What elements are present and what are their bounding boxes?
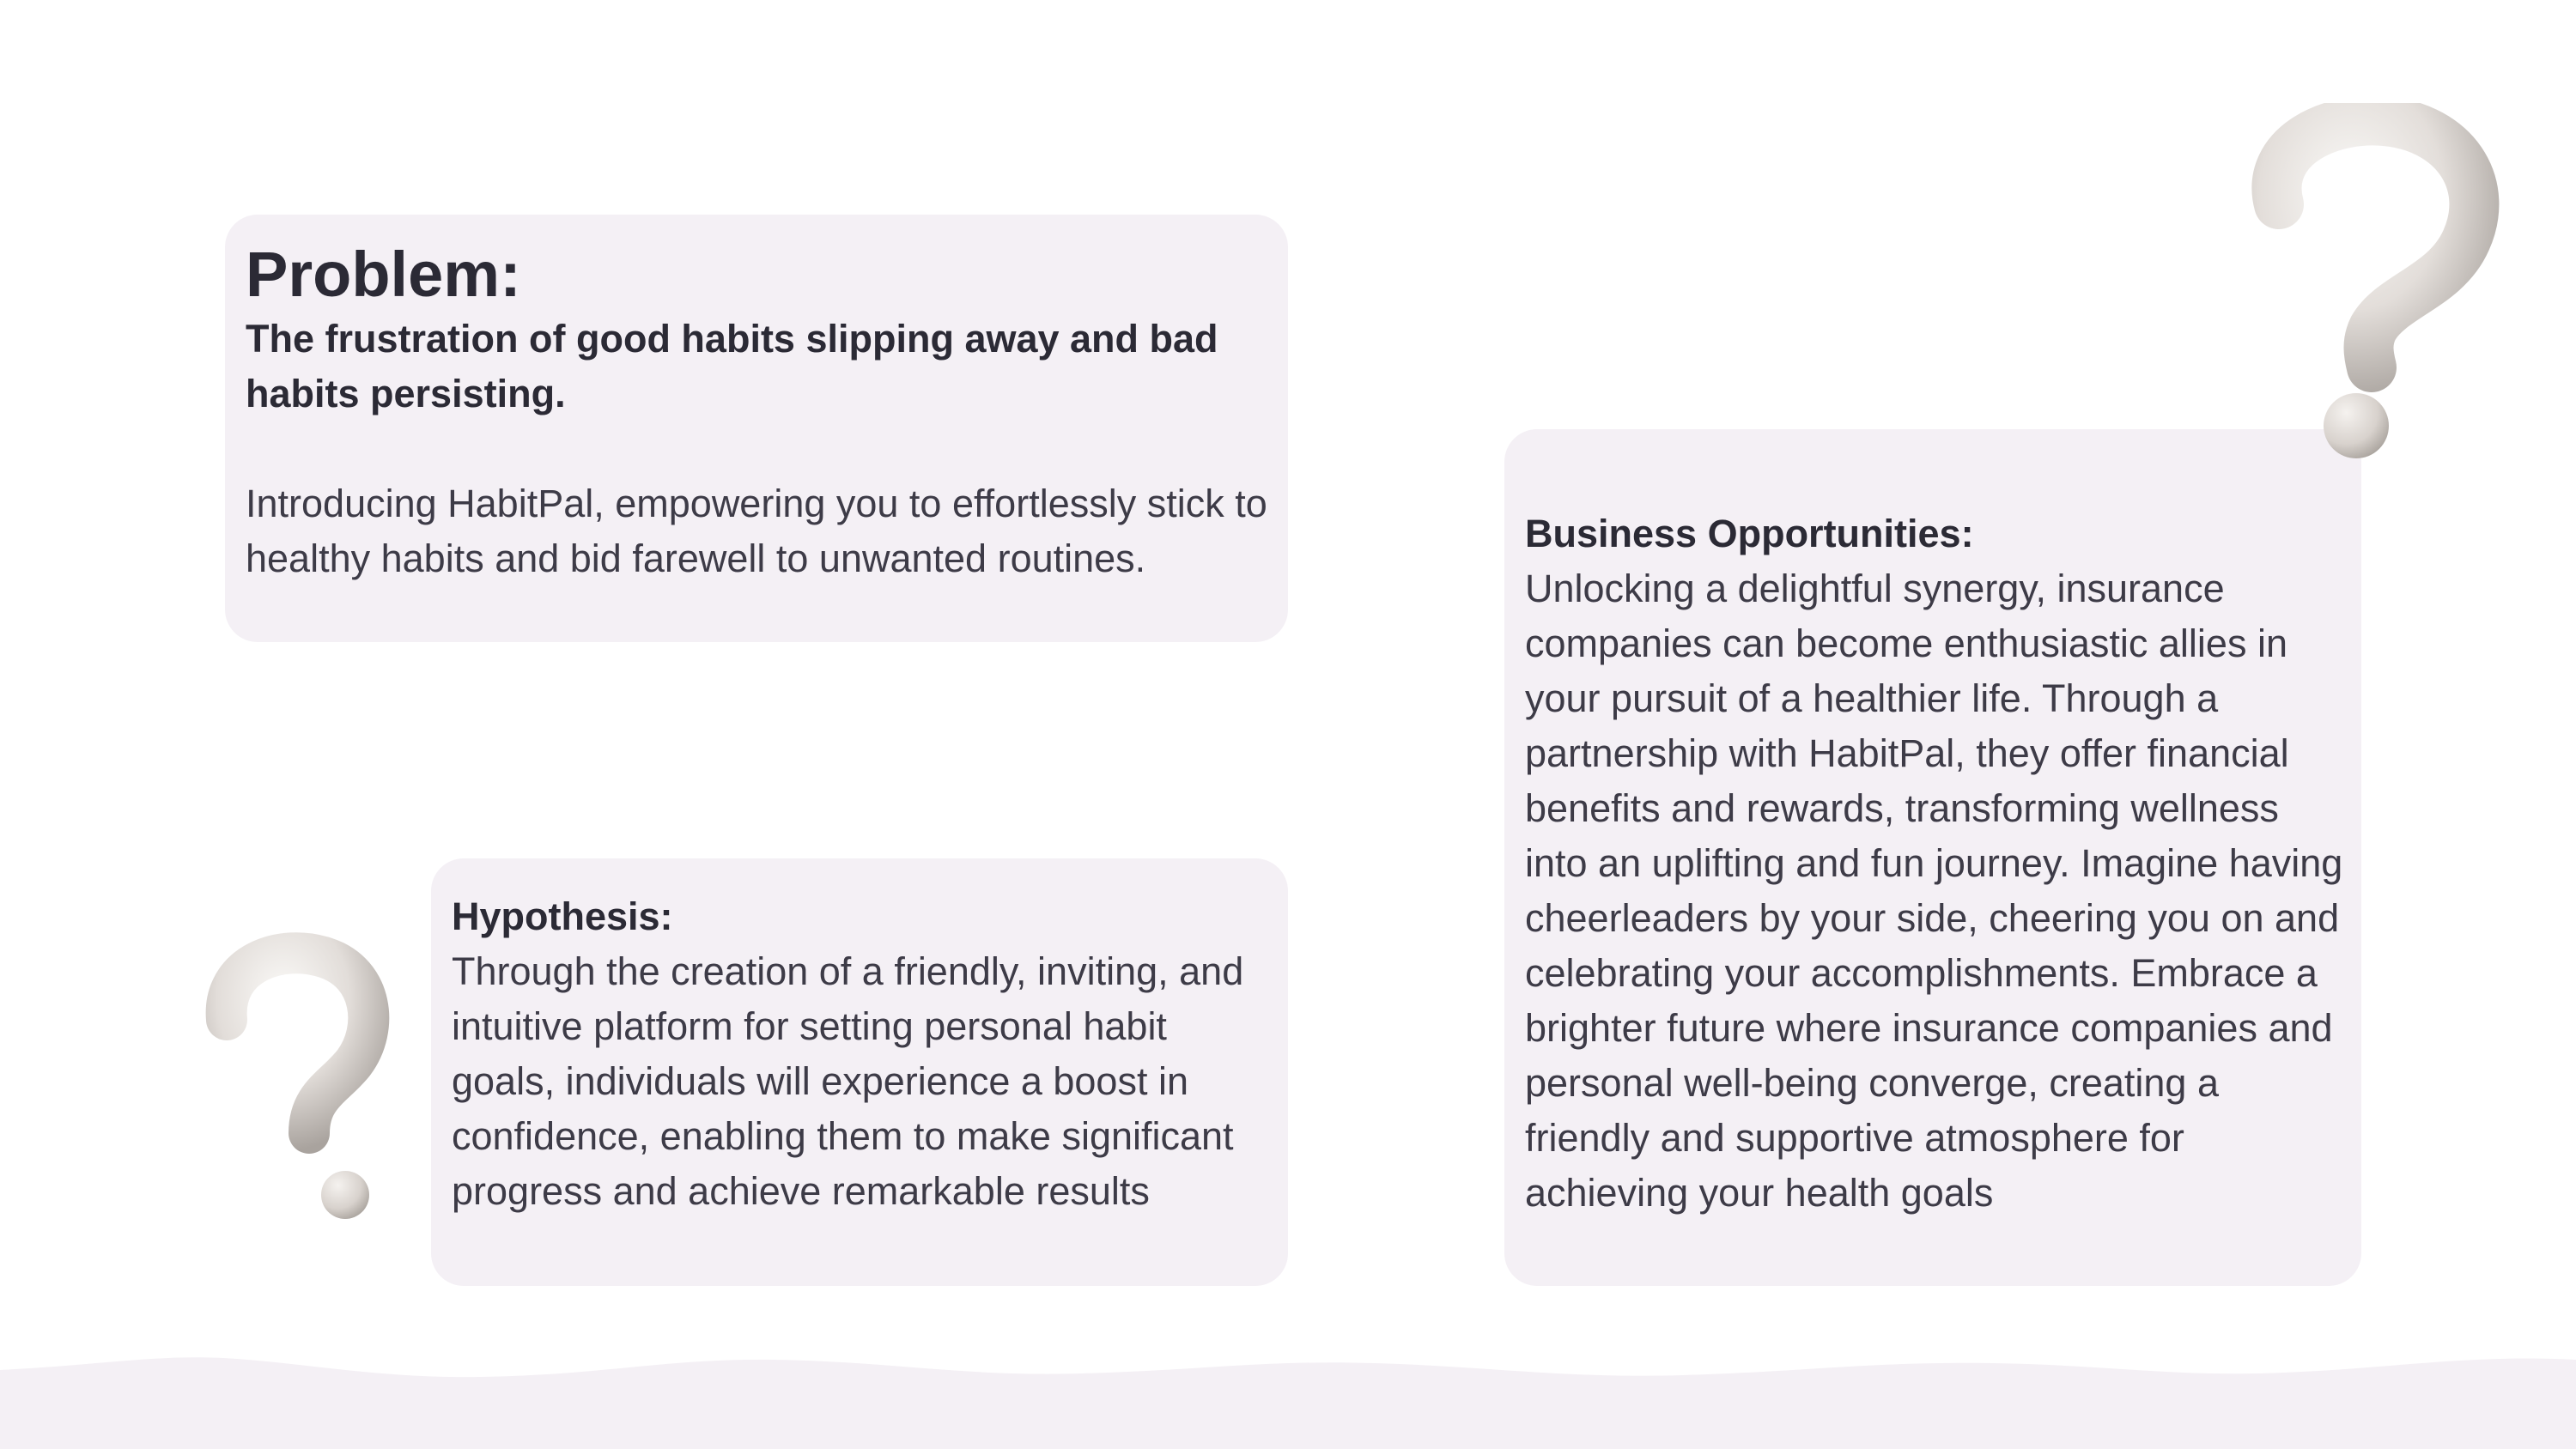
spacer bbox=[246, 421, 1271, 476]
problem-card bbox=[225, 215, 1288, 642]
business-label: Business Opportunities: bbox=[1525, 512, 1974, 555]
business-body: Unlocking a delightful synergy, insurance companies can become enthusiastic allies in your pursuit of a healthier life. Through a partnership with HabitPal, they offer financial benefits and rewards, transforming wellness into an uplifting and fun journey. Imagine having cheerleaders by your side, cheering you on and celebrating your accomplishments. Embrace a brighter future where insurance companies and personal well-being converge, creating a friendly and supportive atmosphere for achieving your health goals bbox=[1525, 567, 2343, 1215]
problem-subtitle: The frustration of good habits slipping away and bad habits persisting. bbox=[246, 317, 1218, 416]
hypothesis-label: Hypothesis: bbox=[452, 894, 673, 938]
footer-wave bbox=[0, 1339, 2576, 1449]
hypothesis-card bbox=[431, 858, 1288, 1286]
hypothesis-body: Through the creation of a friendly, inviting, and intuitive platform for setting personal habit goals, individuals will experience a boost in confidence, enabling them to make significant progress and achieve remarkable results bbox=[452, 949, 1244, 1213]
business-card bbox=[1504, 429, 2361, 1286]
problem-intro: Introducing HabitPal, empowering you to effortlessly stick to healthy habits and bid farewell to unwanted routines. bbox=[246, 482, 1267, 581]
question-mark-icon bbox=[2229, 103, 2504, 472]
question-mark-icon bbox=[199, 919, 405, 1228]
problem-title: Problem: bbox=[246, 239, 521, 310]
